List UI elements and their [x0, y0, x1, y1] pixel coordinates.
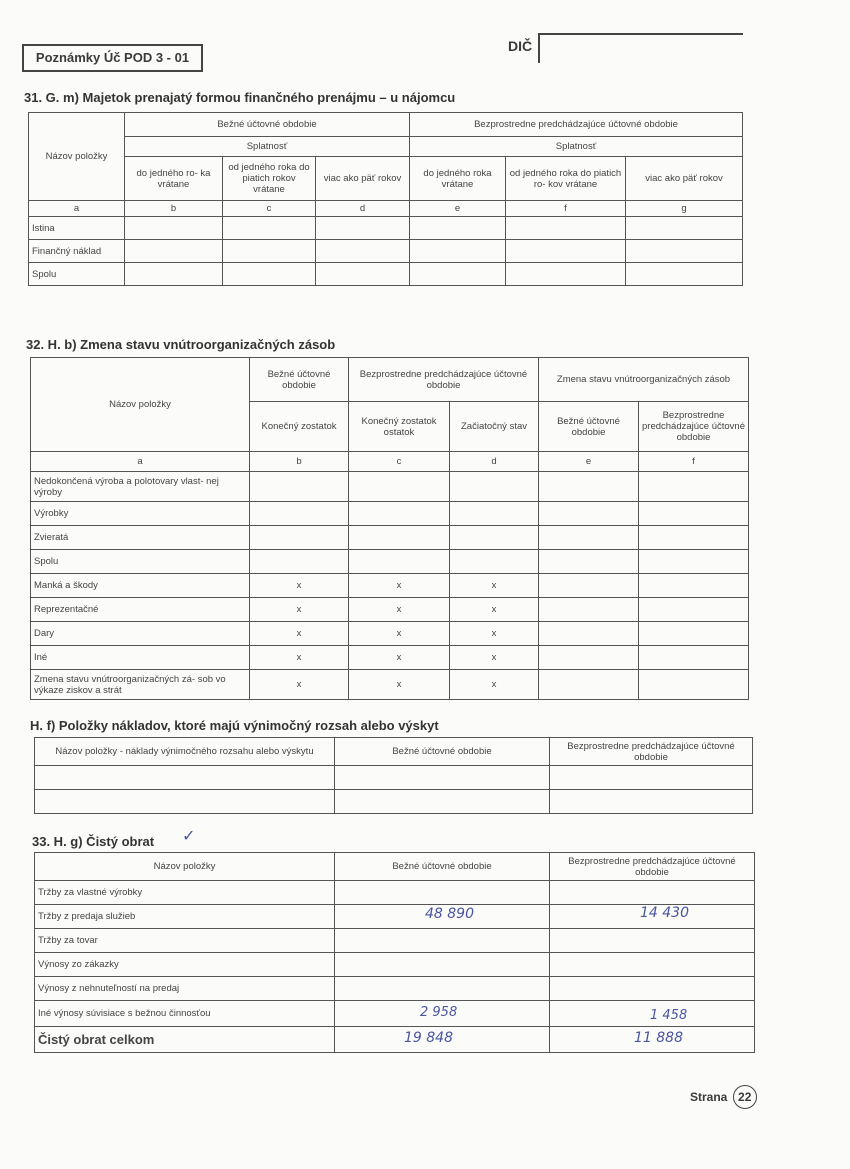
current-period-header: Bežné účtovné obdobie — [250, 358, 349, 402]
row-label: Zmena stavu vnútroorganizačných zá- sob vo výkaze ziskov a strát — [31, 670, 250, 700]
table-row — [35, 766, 753, 790]
column-letter: c — [223, 201, 316, 217]
value-cell[interactable] — [550, 929, 755, 953]
page-number — [690, 1085, 757, 1109]
table-row — [31, 502, 749, 526]
table-row — [29, 240, 743, 263]
previous-period-header: Bezprostredne predchádzajúce účtovné obdobie — [550, 853, 755, 881]
section-32-table — [30, 357, 749, 700]
value-cell[interactable] — [316, 217, 410, 240]
row-label: Tržby za tovar — [35, 929, 335, 953]
value-cell[interactable] — [410, 263, 506, 286]
value-cell[interactable] — [35, 790, 335, 814]
column-letter: f — [639, 452, 749, 472]
inventory-change-header: Zmena stavu vnútroorganizačných zásob — [539, 358, 749, 402]
section-31-title: 31. G. m) Majetok prenajatý formou finančného prenájmu – u nájomcu — [24, 90, 456, 105]
value-cell[interactable] — [335, 790, 550, 814]
column-letter: e — [539, 452, 639, 472]
column-letter: b — [250, 452, 349, 472]
handwritten-value: 1 458 — [650, 1008, 688, 1023]
maturity-col: do jedného ro- ka vrátane — [125, 157, 223, 201]
value-cell[interactable] — [539, 472, 639, 502]
value-cell[interactable] — [250, 550, 349, 574]
section-32-title: 32. H. b) Zmena stavu vnútroorganizačných zásob — [26, 337, 336, 352]
row-label: Iné výnosy súvisiace s bežnou činnosťou — [35, 1001, 335, 1027]
row-label: Manká a škody — [31, 574, 250, 598]
value-cell[interactable] — [125, 217, 223, 240]
maturity-header: Splatnosť — [125, 137, 410, 157]
table-row — [35, 1001, 755, 1027]
value-cell[interactable] — [639, 550, 749, 574]
column-letter: g — [626, 201, 743, 217]
column-letter: e — [410, 201, 506, 217]
row-label: Nedokončená výroba a polotovary vlast- nej výroby — [31, 472, 250, 502]
table-row — [35, 929, 755, 953]
maturity-col: do jedného roka vrátane — [410, 157, 506, 201]
col-name-header: Názov položky — [35, 853, 335, 881]
column-letter: b — [125, 201, 223, 217]
table-row — [31, 526, 749, 550]
value-cell[interactable] — [506, 240, 626, 263]
row-label: Tržby za vlastné výrobky — [35, 881, 335, 905]
section-33-title: 33. H. g) Čistý obrat — [32, 834, 155, 849]
page-number-circle: 22 — [733, 1085, 757, 1109]
value-cell[interactable] — [639, 526, 749, 550]
value-cell[interactable] — [335, 953, 550, 977]
column-letter: d — [316, 201, 410, 217]
handwritten-value: 14 430 — [640, 905, 689, 921]
x-mark: x — [349, 670, 450, 700]
table-row — [31, 574, 749, 598]
x-mark: x — [250, 622, 349, 646]
dic-label: DIČ — [508, 38, 533, 54]
value-cell[interactable] — [626, 263, 743, 286]
row-label-total: Čistý obrat celkom — [35, 1027, 335, 1053]
row-label: Výrobky — [31, 502, 250, 526]
row-label: Dary — [31, 622, 250, 646]
value-cell[interactable] — [250, 526, 349, 550]
value-cell[interactable] — [626, 240, 743, 263]
x-mark: x — [349, 574, 450, 598]
value-cell[interactable] — [316, 263, 410, 286]
x-mark: x — [450, 622, 539, 646]
previous-period-header: Bezprostredne predchádzajúce účtovné obdobie — [550, 738, 753, 766]
table-row — [35, 953, 755, 977]
value-cell[interactable] — [335, 977, 550, 1001]
value-cell[interactable] — [639, 574, 749, 598]
value-cell[interactable] — [450, 526, 539, 550]
row-label: Spolu — [31, 550, 250, 574]
value-cell[interactable] — [125, 240, 223, 263]
value-cell[interactable] — [539, 574, 639, 598]
value-cell[interactable] — [639, 502, 749, 526]
section-hf-table — [34, 737, 753, 814]
table-row — [31, 646, 749, 670]
section-hf-title: H. f) Položky nákladov, ktoré majú výnimočný rozsah alebo výskyt — [30, 718, 439, 733]
row-label: Výnosy z nehnuteľností na predaj — [35, 977, 335, 1001]
x-mark: x — [250, 598, 349, 622]
value-cell[interactable] — [639, 622, 749, 646]
value-cell[interactable] — [349, 472, 450, 502]
table-row — [31, 550, 749, 574]
form-identifier: Poznámky Úč POD 3 - 01 — [22, 44, 203, 72]
column-letter: a — [31, 452, 250, 472]
value-cell[interactable] — [539, 526, 639, 550]
row-label: Iné — [31, 646, 250, 670]
row-label: Spolu — [29, 263, 125, 286]
value-cell[interactable] — [539, 598, 639, 622]
x-mark: x — [349, 622, 450, 646]
dic-field[interactable] — [538, 33, 743, 63]
value-cell[interactable] — [250, 472, 349, 502]
value-cell[interactable] — [410, 217, 506, 240]
value-cell[interactable] — [539, 550, 639, 574]
value-cell[interactable] — [349, 550, 450, 574]
value-cell[interactable] — [639, 670, 749, 700]
maturity-header: Splatnosť — [410, 137, 743, 157]
value-cell[interactable] — [550, 766, 753, 790]
x-mark: x — [250, 646, 349, 670]
column-letter: d — [450, 452, 539, 472]
value-cell[interactable] — [335, 766, 550, 790]
value-cell[interactable] — [539, 622, 639, 646]
start-balance-header: Začiatočný stav — [450, 402, 539, 452]
table-row — [35, 977, 755, 1001]
column-letter: a — [29, 201, 125, 217]
value-cell[interactable] — [450, 502, 539, 526]
x-mark: x — [250, 670, 349, 700]
column-letter: c — [349, 452, 450, 472]
row-label: Tržby z predaja služieb — [35, 905, 335, 929]
value-cell[interactable] — [35, 766, 335, 790]
table-row — [35, 790, 753, 814]
x-mark: x — [450, 598, 539, 622]
value-cell[interactable] — [550, 977, 755, 1001]
row-label: Výnosy zo zákazky — [35, 953, 335, 977]
table-row — [29, 217, 743, 240]
section-31-table — [28, 112, 743, 286]
handwritten-value: 11 888 — [634, 1030, 683, 1046]
col-name-header: Názov položky - náklady výnimočného rozsahu alebo výskytu — [35, 738, 335, 766]
table-row — [31, 598, 749, 622]
current-period-header: Bežné účtovné obdobie — [539, 402, 639, 452]
x-mark: x — [450, 670, 539, 700]
value-cell[interactable] — [335, 881, 550, 905]
value-cell[interactable] — [506, 263, 626, 286]
handwritten-value: 19 848 — [404, 1030, 453, 1046]
row-label: Finančný náklad — [29, 240, 125, 263]
x-mark: x — [349, 598, 450, 622]
value-cell[interactable] — [550, 881, 755, 905]
x-mark: x — [349, 646, 450, 670]
value-cell[interactable] — [335, 929, 550, 953]
maturity-col: viac ako päť rokov — [316, 157, 410, 201]
value-cell[interactable] — [539, 646, 639, 670]
previous-period-header: Bezprostredne predchádzajúce účtovné obdobie — [639, 402, 749, 452]
value-cell[interactable] — [639, 598, 749, 622]
previous-period-header: Bezprostredne predchádzajúce účtovné obdobie — [410, 113, 743, 137]
table-row — [31, 472, 749, 502]
value-cell[interactable] — [639, 472, 749, 502]
maturity-col: od jedného roka do piatich rokov vrátane — [223, 157, 316, 201]
value-cell[interactable] — [349, 526, 450, 550]
x-mark: x — [250, 574, 349, 598]
value-cell[interactable] — [539, 502, 639, 526]
table-row — [31, 670, 749, 700]
page-label: Strana — [690, 1090, 728, 1104]
value-cell[interactable] — [450, 550, 539, 574]
handwritten-value: 48 890 — [425, 906, 474, 922]
row-label: Zvieratá — [31, 526, 250, 550]
x-mark: x — [450, 574, 539, 598]
col-name-header: Názov položky — [29, 113, 125, 201]
value-cell[interactable] — [125, 263, 223, 286]
value-cell[interactable] — [639, 646, 749, 670]
section-33-table — [34, 852, 755, 1053]
col-name-header: Názov položky — [31, 358, 250, 452]
previous-period-header: Bezprostredne predchádzajúce účtovné obdobie — [349, 358, 539, 402]
maturity-col: viac ako päť rokov — [626, 157, 743, 201]
value-cell[interactable] — [316, 240, 410, 263]
row-label: Reprezentačné — [31, 598, 250, 622]
value-cell[interactable] — [550, 953, 755, 977]
end-balance-header: Konečný zostatok ostatok — [349, 402, 450, 452]
x-mark: x — [450, 646, 539, 670]
value-cell[interactable] — [626, 217, 743, 240]
value-cell[interactable] — [506, 217, 626, 240]
current-period-header: Bežné účtovné obdobie — [335, 738, 550, 766]
value-cell[interactable] — [250, 502, 349, 526]
value-cell[interactable] — [450, 472, 539, 502]
value-cell[interactable] — [223, 240, 316, 263]
current-period-header: Bežné účtovné obdobie — [125, 113, 410, 137]
value-cell[interactable] — [410, 240, 506, 263]
check-mark: ✓ — [182, 826, 196, 845]
value-cell[interactable] — [349, 502, 450, 526]
value-cell[interactable] — [223, 263, 316, 286]
value-cell[interactable] — [539, 670, 639, 700]
value-cell[interactable] — [223, 217, 316, 240]
handwritten-value: 2 958 — [420, 1005, 458, 1020]
column-letter: f — [506, 201, 626, 217]
table-row — [29, 263, 743, 286]
table-row — [35, 881, 755, 905]
value-cell[interactable] — [550, 790, 753, 814]
table-row — [31, 622, 749, 646]
row-label: Istina — [29, 217, 125, 240]
current-period-header: Bežné účtovné obdobie — [335, 853, 550, 881]
maturity-col: od jedného roka do piatich ro- kov vrátane — [506, 157, 626, 201]
end-balance-header: Konečný zostatok — [250, 402, 349, 452]
